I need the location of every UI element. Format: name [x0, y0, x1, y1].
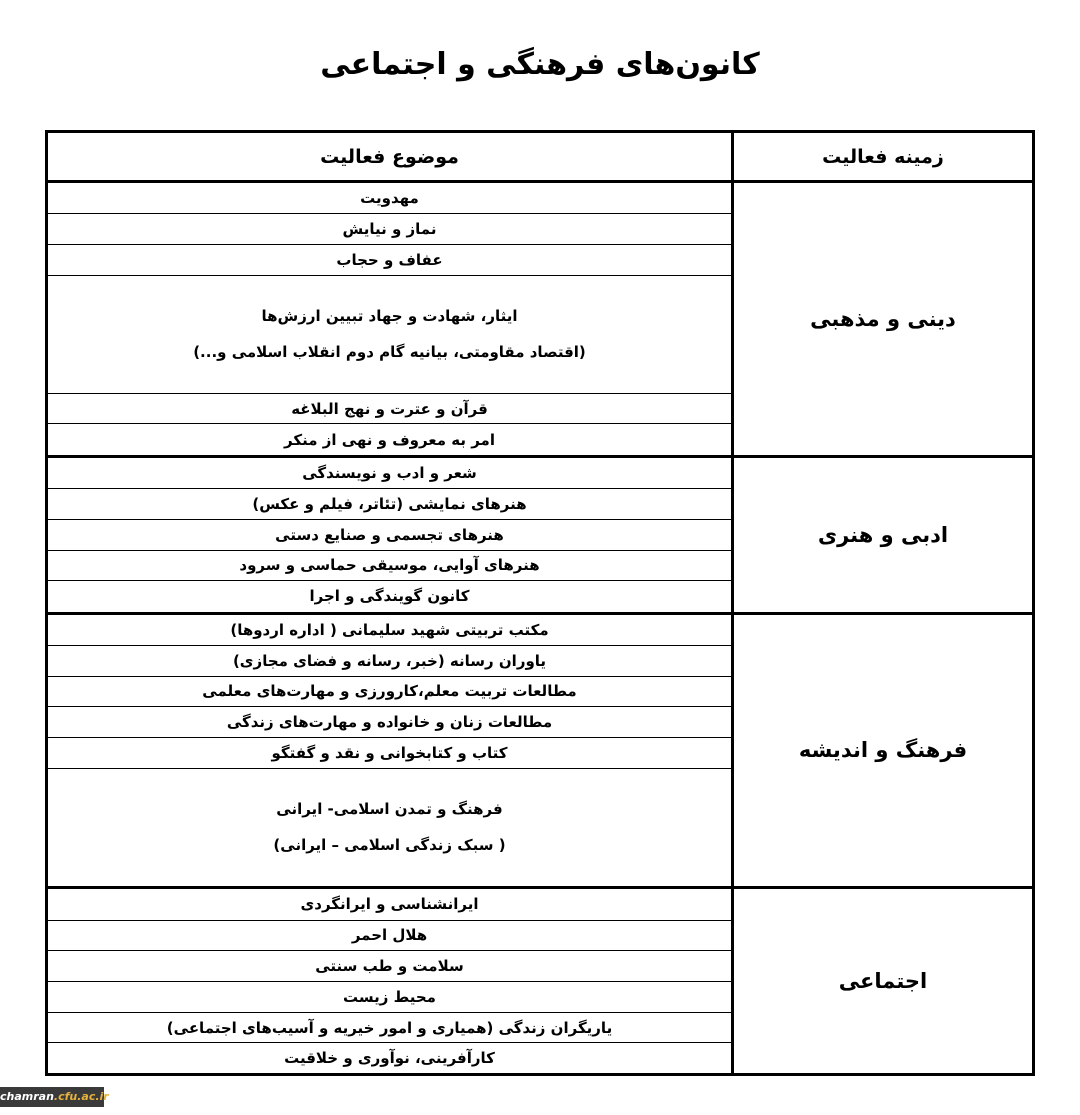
- topic-cell: محیط زیست: [48, 982, 733, 1013]
- table-row: [48, 888, 1032, 920]
- header-topic: موضوع فعالیت: [48, 133, 733, 182]
- watermark-main: chamran: [0, 1090, 54, 1103]
- topic-cell: عفاف و حجاب: [48, 245, 733, 276]
- topic-cell: هلال احمر: [48, 920, 733, 951]
- field-cell-religious: دینی و مذهبی: [733, 182, 1033, 457]
- topic-cell: سلامت و طب سنتی: [48, 951, 733, 982]
- topic-cell: شعر و ادب و نویسندگی: [48, 456, 733, 488]
- topic-cell: کتاب و کتابخوانی و نقد و گفتگو: [48, 737, 733, 768]
- topic-cell: مطالعات زنان و خانواده و مهارت‌های زندگی: [48, 707, 733, 738]
- topic-line: ( سبک زندگی اسلامی – ایرانی): [273, 836, 506, 855]
- watermark-accent: .cfu.ac.ir: [53, 1090, 109, 1103]
- topic-line: فرهنگ و تمدن اسلامی- ایرانی: [276, 800, 503, 819]
- field-cell-culture-thought: فرهنگ و اندیشه: [733, 613, 1033, 888]
- topic-cell-multiline: [48, 275, 733, 393]
- activities-table-frame: [45, 130, 1035, 1076]
- topic-line: ایثار، شهادت و جهاد تبیین ارزش‌ها: [261, 307, 518, 326]
- topic-cell: کارآفرینی، نوآوری و خلاقیت: [284, 1049, 495, 1068]
- topic-line: (اقتصاد مقاومتی، بیانیه گام دوم انقلاب اسلامی و...): [193, 343, 586, 362]
- table-row: [48, 182, 1032, 214]
- topic-cell: کانون گویندگی و اجرا: [48, 581, 733, 613]
- topic-cell: امر به معروف و نهی از منکر: [48, 424, 733, 456]
- topic-cell-multiline: [48, 768, 733, 888]
- topic-cell: مکتب تربیتی شهید سلیمانی ( اداره اردوها): [48, 613, 733, 645]
- field-cell-literary-art: ادبی و هنری: [733, 456, 1033, 613]
- topic-cell: ایرانشناسی و ایرانگردی: [48, 888, 733, 920]
- table-header-row: [48, 133, 1032, 182]
- header-field: زمینه فعالیت: [733, 133, 1033, 182]
- table-row: [48, 613, 1032, 645]
- field-cell-social: اجتماعی: [733, 888, 1033, 1073]
- topic-cell: مطالعات تربیت معلم،کارورزی و مهارت‌های معلمی: [48, 676, 733, 707]
- topic-cell: یاریگران زندگی (همیاری و امور خیریه و آسیب‌های اجتماعی): [48, 1012, 733, 1043]
- topic-cell: یاوران رسانه (خبر، رسانه و فضای مجازی): [48, 645, 733, 676]
- topic-cell: قرآن و عترت و نهج البلاغه: [48, 393, 733, 424]
- topic-cell: نماز و نیایش: [48, 214, 733, 245]
- table-row: [48, 456, 1032, 488]
- topic-cell: مهدویت: [48, 182, 733, 214]
- topic-cell: هنرهای تجسمی و صنایع دستی: [48, 519, 733, 550]
- site-watermark: [0, 1087, 109, 1107]
- activities-table: [48, 133, 1032, 1073]
- topic-cell: هنرهای آوایی، موسیقی حماسی و سرود: [48, 550, 733, 581]
- topic-cell: هنرهای نمایشی (تئاتر، فیلم و عکس): [48, 489, 733, 520]
- page-title: کانون‌های فرهنگی و اجتماعی: [320, 47, 760, 82]
